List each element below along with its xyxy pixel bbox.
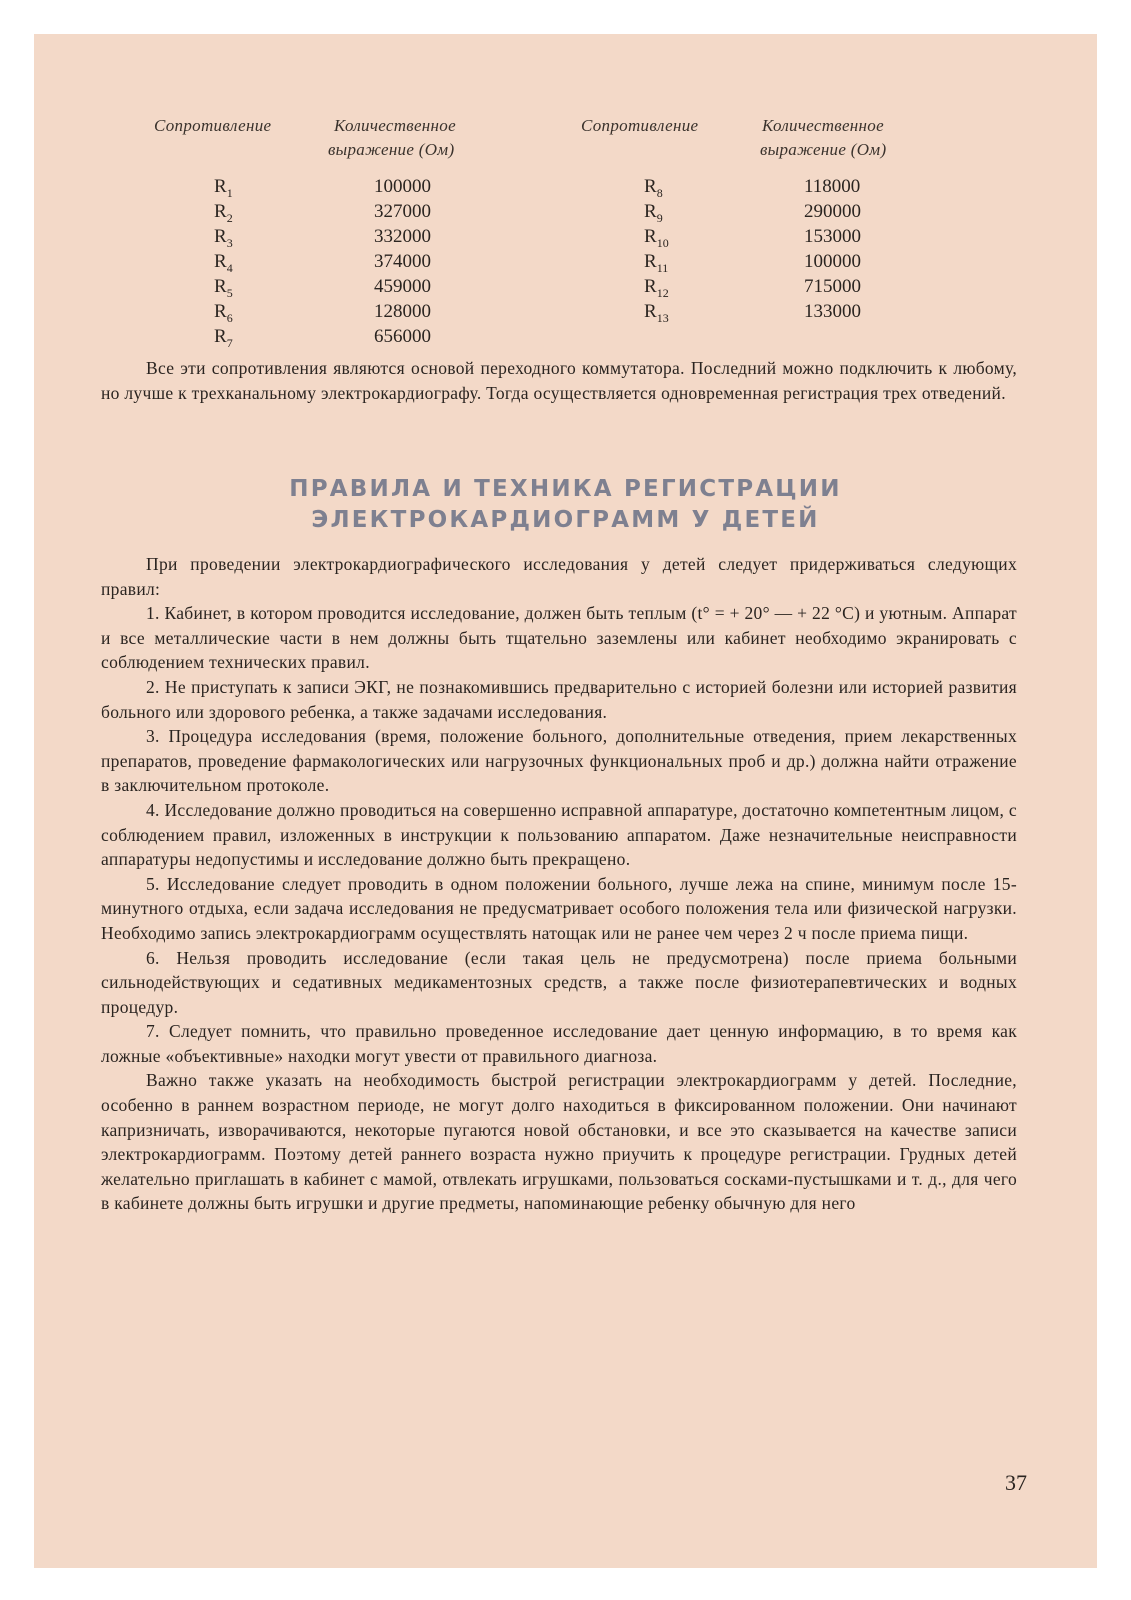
- rules-list: [101, 601, 1017, 1068]
- resistor-letter: R: [214, 226, 227, 247]
- resistance-value: 128000: [374, 301, 431, 322]
- resistor-index: 11: [656, 260, 669, 275]
- rule-paragraph: 4. Исследование должно проводиться на совершенно исправной аппаратуре, достаточно компетентным лицом, с соблюдением правил, изложенных в инструкции к пользованию аппаратом. Даже незначительные неисправности аппаратуры недопустимы и исследование должно быть прекращено.: [101, 799, 1017, 870]
- resistor-index: 9: [656, 210, 663, 225]
- table-left-header-resistance: [154, 114, 271, 138]
- rule-paragraph: 3. Процедура исследования (время, положение больного, дополнительные отведения, прием лекарственных препаратов, проведение фармакологических или нагрузочных функциональных проб и др.) должна найти отражение в заключительном протоколе.: [101, 726, 1017, 796]
- resistor-letter: R: [644, 301, 657, 322]
- header-value-line1: Количественное: [334, 116, 456, 135]
- resistor-index: 10: [656, 235, 669, 250]
- closing-paragraph: Важно также указать на необходимость быстрой регистрации электрокардиограмм у детей. Последние, особенно в раннем возрастном периоде, не могут долго находиться в фиксированном положении. Они начинают капризничать, изворачиваются, некоторые пугаются новой обстановки, и все это сказывается на качестве записи электрокардиограмм. Поэтому детей раннего возраста нужно приучить к процедуре регистрации. Грудных детей желательно приглашать в кабинет с мамой, отвлекать игрушками, пользоваться сосками-пустышками и т. д., для чего в кабинете должны быть игрушки и другие предметы, напоминающие ребенку обычную для него: [101, 1070, 1017, 1214]
- resistor-letter: R: [644, 226, 657, 247]
- rule-paragraph: 7. Следует помнить, что правильно проведенное исследование дает ценную информацию, в то время как ложные «объективные» находки могут увести от правильного диагноза.: [101, 1021, 1017, 1066]
- resistance-value: 715000: [804, 276, 861, 297]
- table-row: [644, 274, 861, 299]
- resistor-index: 2: [226, 210, 233, 225]
- paragraph-after-table: Все эти сопротивления являются основой переходного коммутатора. Последний можно подключить к любому, но лучше к трехканальному электрокардиографу. Тогда осуществляется одновременная регистрация трех отведений.: [101, 358, 1017, 403]
- header-resistance-label: Сопротивление: [581, 116, 699, 135]
- table-row: [214, 274, 431, 299]
- table-row: [214, 249, 431, 274]
- body-text: [101, 552, 1017, 1216]
- resistance-value: 153000: [804, 226, 861, 247]
- page-number: 37: [1005, 1470, 1027, 1495]
- resistor-index: 7: [226, 335, 233, 350]
- resistor-letter: R: [644, 251, 657, 272]
- resistor-letter: R: [214, 176, 227, 197]
- table-left-rows: [214, 174, 431, 349]
- table-row: [214, 199, 431, 224]
- rule-paragraph: 6. Нельзя проводить исследование (если такая цель не предусмотрена) после приема больными сильнодействующих и седативных медикаментозных средств, а также после физиотерапевтических и водных процедур.: [101, 947, 1017, 1017]
- resistor-letter: R: [644, 201, 657, 222]
- resistor-index: 13: [656, 310, 669, 325]
- resistance-value: 656000: [374, 326, 431, 347]
- header-value-line2: выражение (Ом): [760, 140, 887, 159]
- resistance-value: 290000: [804, 201, 861, 222]
- resistor-letter: R: [644, 276, 657, 297]
- resistor-letter: R: [214, 276, 227, 297]
- resistor-name: [644, 299, 804, 331]
- section-heading: [34, 474, 1097, 536]
- resistor-index: 4: [226, 260, 233, 275]
- resistance-table: [154, 114, 1034, 374]
- table-right-header-value: [762, 114, 886, 162]
- header-value-line1: Количественное: [762, 116, 884, 135]
- resistor-index: 1: [226, 185, 233, 200]
- resistance-value: 100000: [804, 251, 861, 272]
- resistance-value: 332000: [374, 226, 431, 247]
- table-row: [644, 224, 861, 249]
- resistance-value: 327000: [374, 201, 431, 222]
- resistor-name: [214, 324, 374, 356]
- rule-paragraph: 2. Не приступать к записи ЭКГ, не познакомившись предварительно с историей болезни или историей развития больного или здорового ребенка, а также задачами исследования.: [101, 676, 1017, 722]
- resistance-value: 118000: [804, 176, 861, 197]
- table-row: [644, 199, 861, 224]
- resistor-letter: R: [644, 176, 657, 197]
- intro-paragraph: При проведении электрокардиографического исследования у детей следует придерживаться следующих правил:: [101, 554, 1017, 599]
- rule-paragraph: 5. Исследование следует проводить в одном положении больного, лучше лежа на спине, минимум после 15-минутного отдыха, если задача исследования не предусматривает особого положения тела или физической нагрузки. Необходимо запись электрокардиограмм осуществлять натощак или не ранее чем через 2 ч после приема пищи.: [101, 873, 1017, 943]
- resistance-value: 459000: [374, 276, 431, 297]
- resistor-index: 5: [226, 285, 233, 300]
- resistor-index: 8: [656, 185, 663, 200]
- table-row: [214, 224, 431, 249]
- header-value-line2: выражение (Ом): [328, 140, 455, 159]
- resistor-index: 12: [656, 285, 669, 300]
- resistor-letter: R: [214, 201, 227, 222]
- table-row: [214, 174, 431, 199]
- resistance-value: 374000: [374, 251, 431, 272]
- heading-line-1: ПРАВИЛА И ТЕХНИКА РЕГИСТРАЦИИ: [289, 476, 842, 502]
- resistor-index: 3: [226, 235, 233, 250]
- heading-line-2: ЭЛЕКТРОКАРДИОГРАММ У ДЕТЕЙ: [311, 507, 820, 533]
- table-row: [644, 249, 861, 274]
- rule-paragraph: 1. Кабинет, в котором проводится исследование, должен быть теплым (t° = + 20° — + 22 °С) и уютным. Аппарат и все металлические части в нем должны быть тщательно заземлены или кабинет необходимо экранировать с соблюдением технических правил.: [101, 603, 1017, 673]
- table-row: [214, 324, 431, 349]
- resistor-letter: R: [214, 301, 227, 322]
- table-row: [644, 299, 861, 324]
- resistor-index: 6: [226, 310, 233, 325]
- table-row: [644, 174, 861, 199]
- book-page: [34, 34, 1097, 1568]
- table-row: [214, 299, 431, 324]
- resistor-letter: R: [214, 326, 227, 347]
- resistor-letter: R: [214, 251, 227, 272]
- table-right-rows: [644, 174, 861, 324]
- table-right-header-resistance: [581, 114, 698, 138]
- header-resistance-label: Сопротивление: [154, 116, 272, 135]
- table-left-header-value: [328, 114, 456, 162]
- resistance-value: 133000: [804, 301, 861, 322]
- resistance-value: 100000: [374, 176, 431, 197]
